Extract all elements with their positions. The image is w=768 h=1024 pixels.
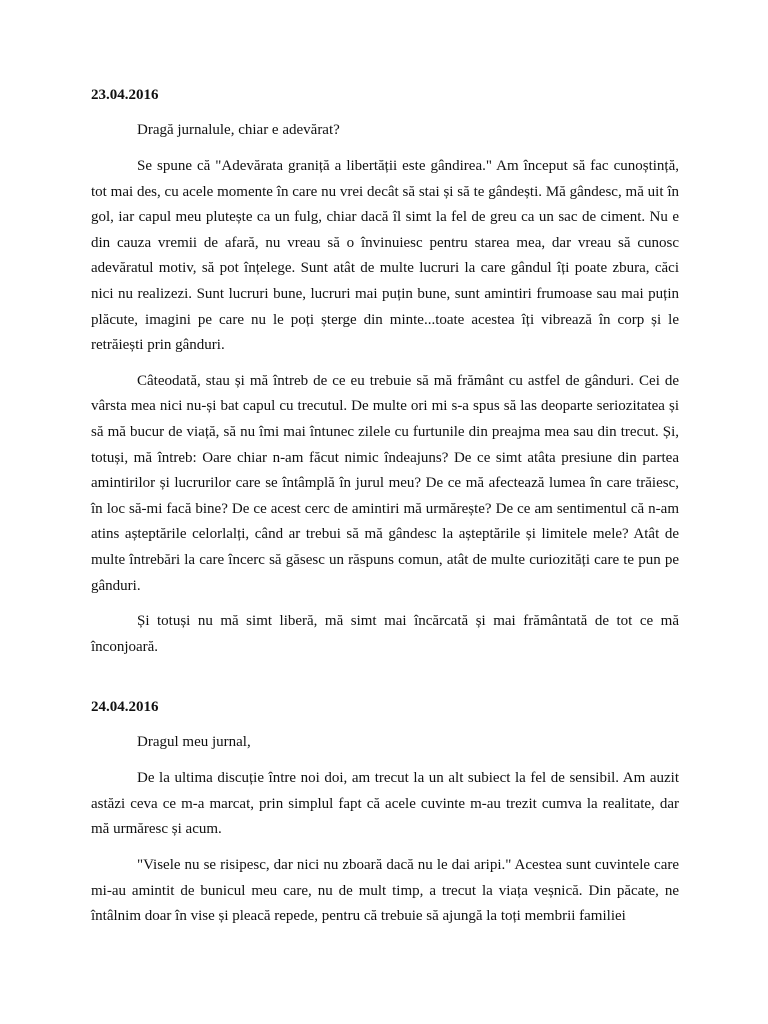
journal-entry (91, 696, 679, 930)
document-page (91, 84, 679, 940)
entry-paragraph: Și totuși nu mă simt liberă, mă simt mai încărcată și mai frământată de tot ce mă înconjoară. (91, 613, 679, 655)
entry-date: 23.04.2016 (91, 87, 159, 103)
entry-date: 24.04.2016 (91, 699, 159, 716)
entry-paragraph: Câteodată, stau și mă întreb de ce eu trebuie să mă frământ cu astfel de gânduri. Cei de vârsta mea nici nu-și bat capul cu trecutul. De multe ori mi s-a spus să las deoparte seriozitatea și să mă bucur de viață, să nu îmi mai întunec zilele cu furtunile din preajma mea sau din trecut. Și, totuși, mă întreb: Oare chiar n-am făcut nimic îndeajuns? De ce simt atâta presiune din partea amintirilor și lucrurilor care se întâmplă în jurul meu? De ce mă afectează lumea în care trăiesc, în loc să-mi facă bine? De ce acest cerc de amintiri mă urmărește? De ce am sentimentul că n-am atins așteptările celorlalți, când ar trebui să mă gândesc la așteptările și limitele mele? Atât de multe întrebări la care încerc să găsesc un răspuns comun, atât de multe curiozități care te pun pe gânduri. (91, 372, 679, 594)
entry-greeting: Dragul meu jurnal, (137, 734, 251, 751)
entry-greeting: Dragă jurnalule, chiar e adevărat? (137, 122, 340, 138)
journal-entry (91, 84, 679, 660)
entry-paragraph: "Visele nu se risipesc, dar nici nu zboară dacă nu le dai aripi." Acestea sunt cuvintele care mi-au amintit de bunicul meu care, nu de mult timp, a trecut la viața veșnică. Din păcate, ne întâlnim doar în vise și pleacă repede, pentru că trebuie să ajungă la toți membrii familiei (91, 857, 679, 925)
entry-paragraph: Se spune că "Adevărata graniță a libertății este gândirea." Am început să fac cunoștință, tot mai des, cu acele momente în care nu vrei decât să stai și să te gândești. Mă gândesc, mă uit în gol, iar capul meu plutește ca un fulg, chiar dacă îl simt la fel de greu ca un sac de ciment. Nu e din cauza vremii de afară, nu vreau să o învinuiesc pentru starea mea, dar vreau să cunosc adevăratul motiv, să pot înțelege. Sunt atât de multe lucruri la care gândul îți poate zbura, căci nici nu realizezi. Sunt lucruri bune, lucruri mai puțin bune, sunt amintiri frumoase sau mai puțin plăcute, imagini pe care nu le poți șterge din minte...toate acestea îți vibrează în corp și le retrăiești prin gânduri. (91, 158, 679, 354)
entry-paragraph: De la ultima discuție între noi doi, am trecut la un alt subiect la fel de sensibil. Am auzit astăzi ceva ce m-a marcat, prin simplul fapt că acele cuvinte m-au trezit cumva la realitate, dar mă urmăresc și acum. (91, 770, 679, 838)
